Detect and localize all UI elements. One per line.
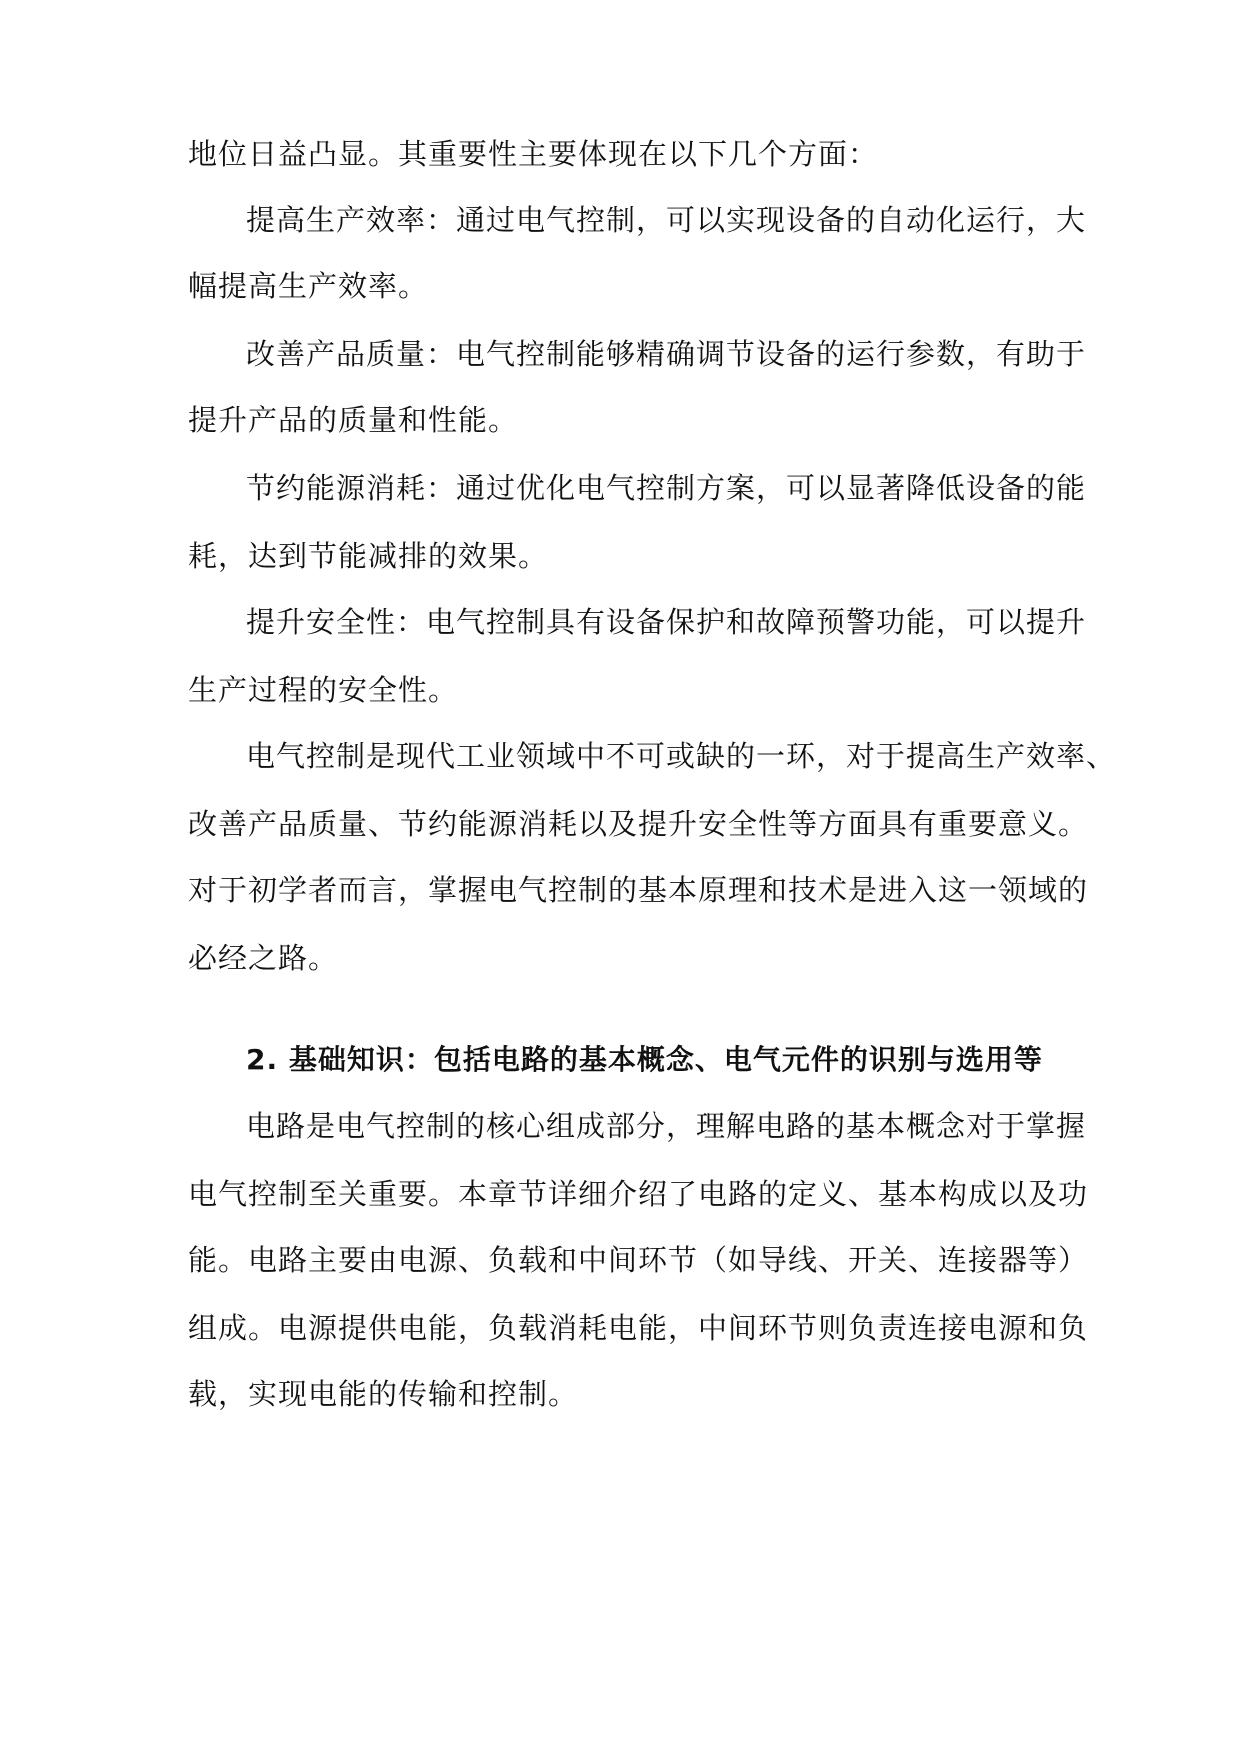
text-line: 改善产品质量、节约能源消耗以及提升安全性等方面具有重要意义。 [188, 807, 1089, 841]
text-line: 电路是电气控制的核心组成部分，理解电路的基本概念对于掌握 [246, 1109, 1087, 1143]
text-line: 必经之路。 [188, 941, 339, 975]
text-line: 电气控制是现代工业领域中不可或缺的一环，对于提高生产效率、 [246, 739, 1117, 773]
text-line: 组成。电源提供电能，负载消耗电能，中间环节则负责连接电源和负 [188, 1311, 1089, 1345]
text-line: 生产过程的安全性。 [188, 673, 459, 707]
section-heading: 2. 基础知识：包括电路的基本概念、电气元件的识别与选用等 [246, 1043, 1043, 1076]
text-line: 提升安全性：电气控制具有设备保护和故障预警功能，可以提升 [246, 605, 1087, 639]
text-line: 电气控制至关重要。本章节详细介绍了电路的定义、基本构成以及功 [188, 1177, 1089, 1211]
text-line: 提高生产效率：通过电气控制，可以实现设备的自动化运行，大 [246, 203, 1087, 237]
text-line: 幅提高生产效率。 [188, 269, 429, 303]
text-line: 节约能源消耗：通过优化电气控制方案，可以显著降低设备的能 [246, 471, 1087, 505]
text-line: 能。电路主要由电源、负载和中间环节（如导线、开关、连接器等） [188, 1243, 1089, 1277]
text-line: 载，实现电能的传输和控制。 [188, 1377, 579, 1411]
text-line: 提升产品的质量和性能。 [188, 403, 519, 437]
text-line: 地位日益凸显。其重要性主要体现在以下几个方面： [188, 137, 879, 171]
text-line: 对于初学者而言，掌握电气控制的基本原理和技术是进入这一领域的 [188, 873, 1089, 907]
text-line: 改善产品质量：电气控制能够精确调节设备的运行参数，有助于 [246, 337, 1087, 371]
text-line: 耗，达到节能减排的效果。 [188, 539, 549, 573]
